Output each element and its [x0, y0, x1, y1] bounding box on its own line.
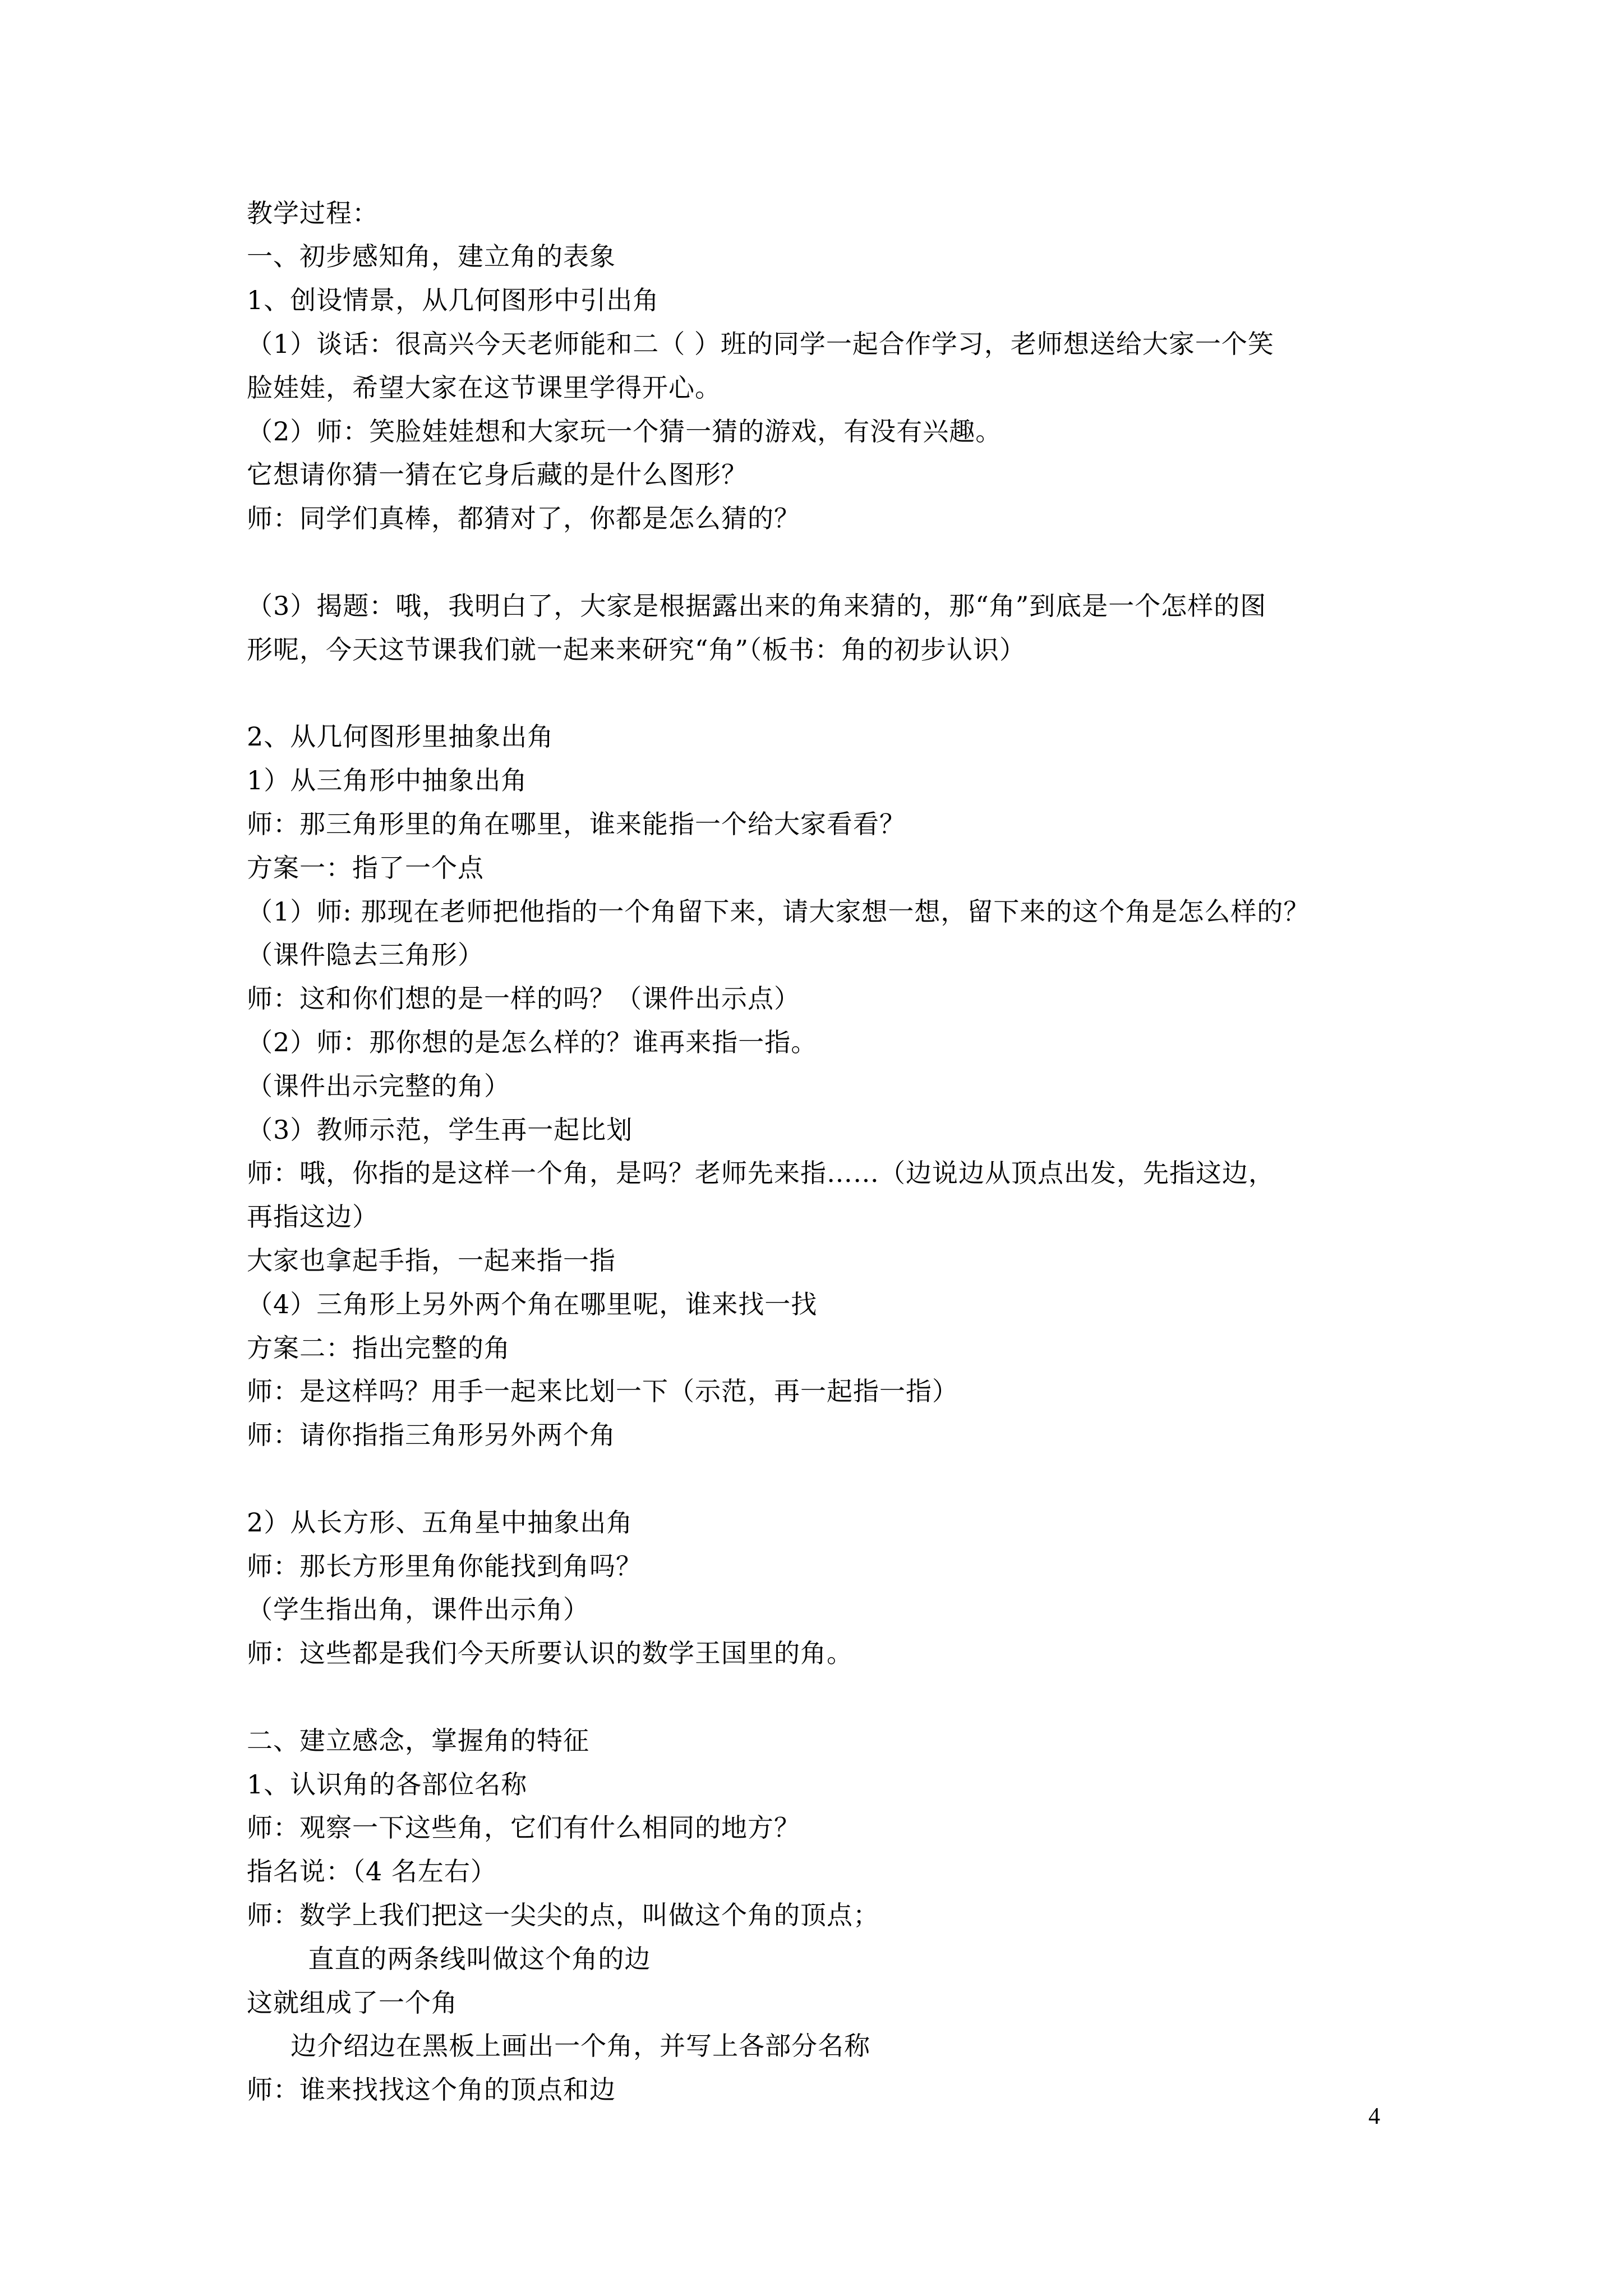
text-line: 2）从长方形、五角星中抽象出角 — [247, 1507, 633, 1538]
text-line: 师：那长方形里角你能找到角吗？ — [247, 1551, 642, 1581]
text-line: 脸娃娃，希望大家在这节课里学得开心。 — [247, 372, 721, 403]
text-line: 方案一：指了一个点 — [247, 853, 484, 883]
text-line: 直直的两条线叫做这个角的边 — [247, 1944, 651, 1974]
text-line: （学生指出角，课件出示角） — [247, 1594, 589, 1625]
text-line: 它想请你猜一猜在它身后藏的是什么图形？ — [247, 459, 748, 490]
text-line: 师：同学们真棒，都猜对了，你都是怎么猜的？ — [247, 503, 800, 533]
text-line: （1）师: 那现在老师把他指的一个角留下来，请大家想一想，留下来的这个角是怎么样的？ — [247, 896, 1310, 927]
subsection-heading: 2、从几何图形里抽象出角 — [247, 721, 554, 752]
text-line: 这就组成了一个角 — [247, 1987, 458, 2018]
text-line: 形呢，今天这节课我们就一起来来研究“角”（板书：角的初步认识） — [247, 634, 1026, 665]
subsection-heading: 1、认识角的各部位名称 — [247, 1769, 528, 1800]
text-line: 师：这和你们想的是一样的吗？（课件出示点） — [247, 983, 800, 1014]
text-line: 教学过程： — [247, 198, 379, 228]
section-heading: 一、初步感知角，建立角的表象 — [247, 241, 616, 272]
text-line: 师：哦，你指的是这样一个角，是吗？老师先来指……（边说边从顶点出发，先指这边， — [247, 1158, 1275, 1188]
text-line: 师：数学上我们把这一尖尖的点，叫做这个角的顶点； — [247, 1900, 879, 1930]
section-heading: 二、建立感念，掌握角的特征 — [247, 1726, 589, 1756]
text-line: （3）揭题：哦，我明白了，大家是根据露出来的角来猜的，那“角”到底是一个怎样的图 — [247, 591, 1267, 621]
text-line: 再指这边） — [247, 1202, 379, 1232]
text-line: 师：请你指指三角形另外两个角 — [247, 1420, 616, 1450]
text-line: 大家也拿起手指，一起来指一指 — [247, 1245, 616, 1276]
text-line: （1）谈话：很高兴今天老师能和二（ ）班的同学一起合作学习，老师想送给大家一个笑 — [247, 329, 1274, 359]
text-line: 边介绍边在黑板上画出一个角，并写上各部分名称 — [247, 2031, 871, 2061]
text-line: （3）教师示范，学生再一起比划 — [247, 1115, 633, 1145]
text-line: 方案二：指出完整的角 — [247, 1333, 510, 1363]
text-line: 师：是这样吗？用手一起来比划一下（示范，再一起指一指） — [247, 1376, 958, 1406]
text-line: （4）三角形上另外两个角在哪里呢，谁来找一找 — [247, 1289, 818, 1319]
text-line: （课件隐去三角形） — [247, 940, 484, 970]
text-line: （2）师：笑脸娃娃想和大家玩一个猜一猜的游戏，有没有兴趣。 — [247, 416, 1002, 447]
text-line: 师：那三角形里的角在哪里，谁来能指一个给大家看看？ — [247, 809, 906, 839]
text-line: （课件出示完整的角） — [247, 1071, 510, 1101]
page-number: 4 — [1368, 2104, 1380, 2129]
text-line: 1）从三角形中抽象出角 — [247, 765, 528, 795]
text-line: （2）师：那你想的是怎么样的？谁再来指一指。 — [247, 1027, 818, 1057]
text-line: 师：谁来找找这个角的顶点和边 — [247, 2074, 616, 2105]
text-line: 指名说：（4 名左右） — [247, 1856, 497, 1887]
subsection-heading: 1、创设情景，从几何图形中引出角 — [247, 285, 660, 315]
text-line: 师：观察一下这些角，它们有什么相同的地方？ — [247, 1812, 800, 1843]
text-line: 师：这些都是我们今天所要认识的数学王国里的角。 — [247, 1638, 853, 1668]
